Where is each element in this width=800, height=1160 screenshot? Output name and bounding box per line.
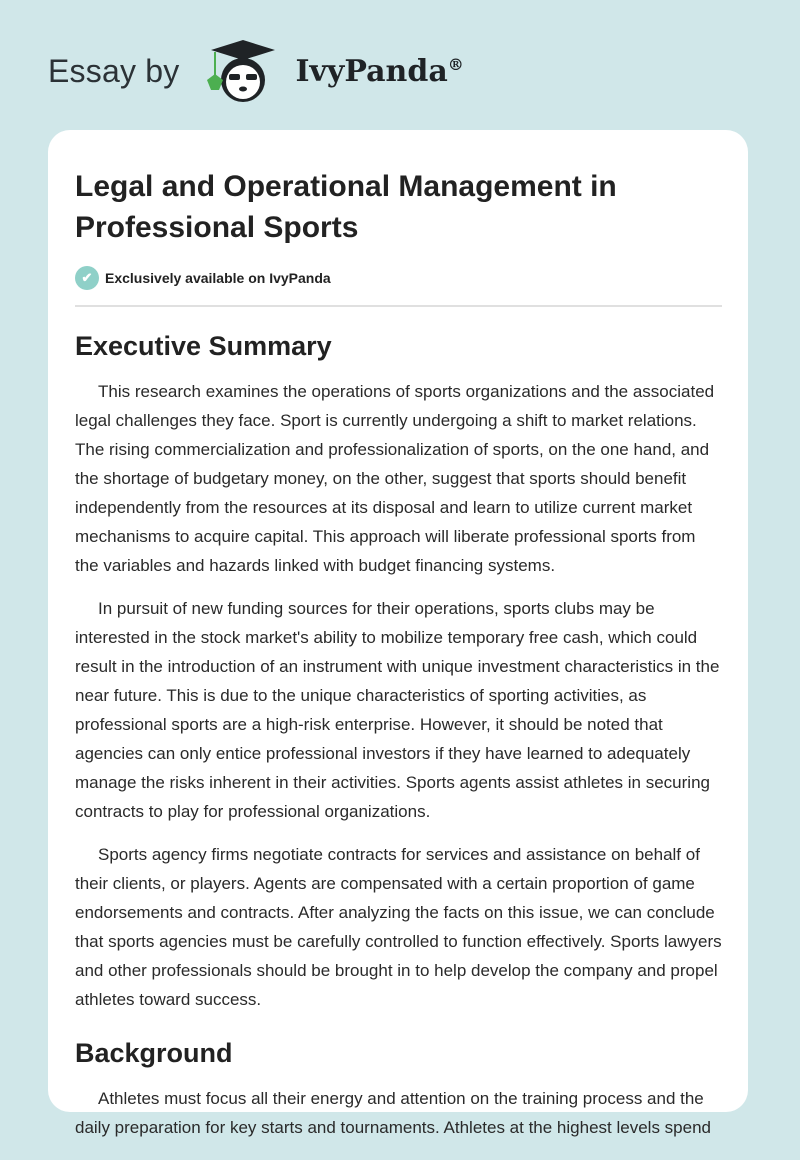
section-heading: Executive Summary bbox=[75, 331, 332, 361]
section-heading: Background bbox=[75, 1038, 233, 1068]
check-icon: ✔ bbox=[75, 266, 99, 290]
page-title: Legal and Operational Management in Professional Sports bbox=[75, 170, 617, 244]
essay-card bbox=[48, 130, 748, 1137]
ivypanda-logo-icon[interactable] bbox=[197, 36, 287, 106]
paragraph: This research examines the operations of sports organizations and the associated legal challenges they face. Sport is currently undergoing a shift to market relations. The rising commercialization and professionalization of sports, on the one hand, and the shortage of budgetary money, on the other, suggest that sports should benefit independently from the resources at its disposal and learn to utilize current market mechanisms to acquire capital. This approach will liberate professional sports from the variables and hazards linked with budget financing systems. bbox=[75, 382, 715, 575]
exclusive-label: Exclusively available on IvyPanda bbox=[105, 270, 331, 286]
paragraph: Athletes must focus all their energy and attention on the training process and the daily preparation for key starts and tournaments. Athletes at the highest levels spend bbox=[75, 1089, 711, 1137]
exclusive-badge bbox=[75, 266, 722, 290]
essay-by-label: Essay by bbox=[48, 52, 180, 89]
brand-name: IvyPanda® bbox=[295, 53, 464, 89]
paragraph: Sports agency firms negotiate contracts for services and assistance on behalf of their clients, or players. Agents are compensated with a certain proportion of game endorsements and contracts. After analyzing the facts on this issue, we can conclude that sports agencies must be carefully controlled to function effectively. Sports lawyers and other professionals should be brought in to help develop the company and propel athletes toward success. bbox=[75, 845, 722, 1009]
brand-header bbox=[48, 36, 464, 106]
paragraph: In pursuit of new funding sources for their operations, sports clubs may be interested in the stock market's ability to mobilize temporary free cash, which could result in the introduction of an instrument with unique investment characteristics in the near future. This is due to the unique characteristics of sporting activities, as professional sports are a high-risk enterprise. However, it should be noted that agencies can only entice professional investors if they have learned to adequately manage the risks inherent in their activities. Sports agents assist athletes in securing contracts to play for professional organizations. bbox=[75, 599, 720, 821]
divider bbox=[75, 305, 722, 307]
